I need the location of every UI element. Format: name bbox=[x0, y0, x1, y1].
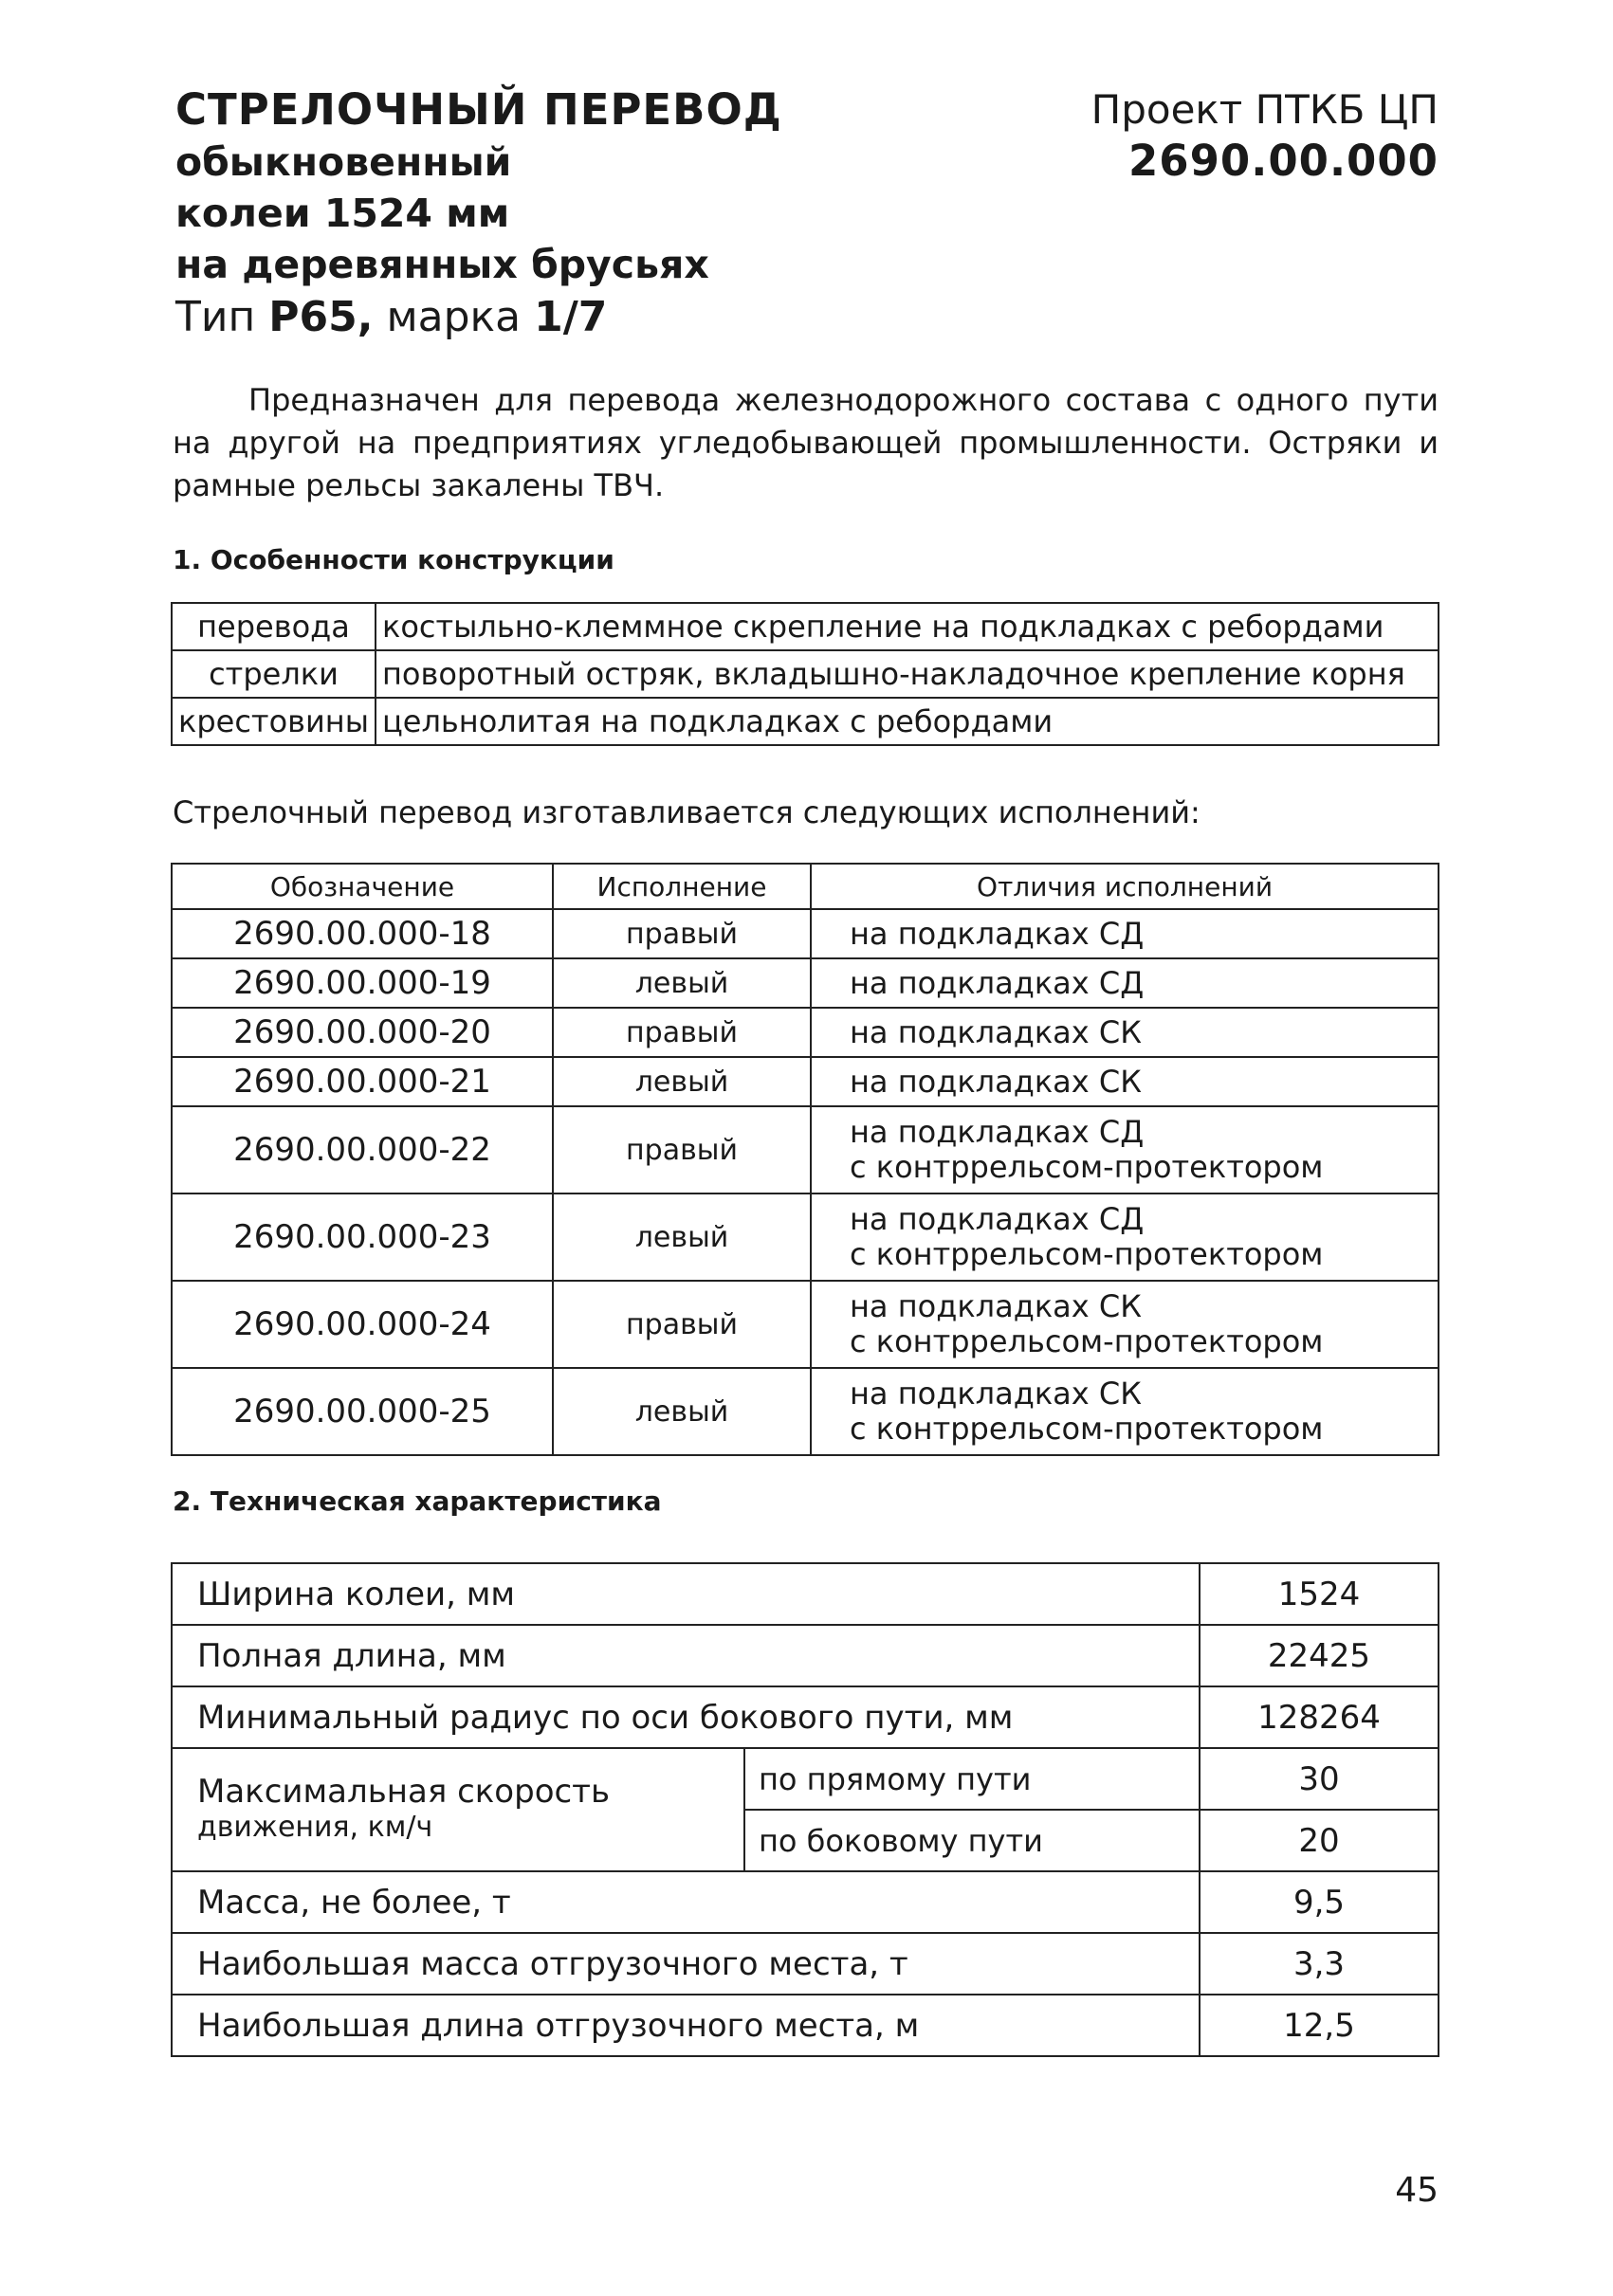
difference-line: с контррельсом-протектором bbox=[850, 1236, 1324, 1272]
table-row bbox=[172, 909, 1439, 958]
spec-value: 22425 bbox=[1200, 1625, 1439, 1686]
difference-line: на подкладках СК bbox=[850, 1013, 1142, 1050]
spec-sublabel: по прямому пути bbox=[744, 1748, 1200, 1810]
variant-difference bbox=[811, 1106, 1439, 1194]
spec-value: 9,5 bbox=[1200, 1871, 1439, 1933]
mark-prefix: марка bbox=[386, 293, 522, 341]
spec-value: 128264 bbox=[1200, 1686, 1439, 1748]
intro-paragraph: Предназначен для перевода железнодорожного состава с одного пути на другой на предприятиях угледобывающей промышленности. Остряки и рамные рельсы закалены ТВЧ. bbox=[173, 382, 1439, 503]
tech-specs-table bbox=[171, 1562, 1439, 2057]
variants-intro: Стрелочный перевод изготавливается следующих исполнений: bbox=[173, 794, 1201, 830]
feature-value: цельнолитая на подкладках с ребордами bbox=[376, 698, 1439, 745]
type-value: Р65, bbox=[268, 293, 374, 341]
table-row bbox=[172, 698, 1439, 745]
document-title bbox=[175, 83, 839, 345]
project-block bbox=[1091, 85, 1439, 188]
table-row bbox=[172, 603, 1439, 650]
variant-difference bbox=[811, 1057, 1439, 1106]
table-row bbox=[172, 1748, 1439, 1810]
table-row bbox=[172, 1368, 1439, 1455]
variant-direction: правый bbox=[553, 909, 811, 958]
feature-value: поворотный остряк, вкладышно-накладочное крепление корня bbox=[376, 650, 1439, 698]
variant-code: 2690.00.000-19 bbox=[172, 958, 553, 1008]
spec-label: Наибольшая длина отгрузочного места, м bbox=[172, 1995, 1200, 2056]
section1-title: 1. Особенности конструкции bbox=[173, 544, 614, 575]
table-row bbox=[172, 1281, 1439, 1368]
project-code: 2690.00.000 bbox=[1128, 136, 1439, 186]
spec-label-speed bbox=[172, 1748, 744, 1871]
table-row bbox=[172, 1933, 1439, 1995]
spec-sublabel: по боковому пути bbox=[744, 1810, 1200, 1871]
difference-line: на подкладках СД bbox=[850, 915, 1145, 952]
title-line-3: колеи 1524 мм bbox=[175, 191, 510, 236]
speed-label-line: движения, км/ч bbox=[197, 1811, 433, 1844]
table-row bbox=[172, 1625, 1439, 1686]
table-row bbox=[172, 1871, 1439, 1933]
spec-value: 30 bbox=[1200, 1748, 1439, 1810]
column-header: Отличия исполнений bbox=[811, 864, 1439, 909]
title-line-1: СТРЕЛОЧНЫЙ ПЕРЕВОД bbox=[175, 84, 782, 135]
spec-value: 20 bbox=[1200, 1810, 1439, 1871]
column-header: Обозначение bbox=[172, 864, 553, 909]
feature-value: костыльно-клеммное скрепление на подкладках с ребордами bbox=[376, 603, 1439, 650]
spec-value: 1524 bbox=[1200, 1563, 1439, 1625]
feature-key: крестовины bbox=[172, 698, 376, 745]
variant-code: 2690.00.000-21 bbox=[172, 1057, 553, 1106]
difference-line: с контррельсом-протектором bbox=[850, 1323, 1324, 1359]
difference-line: на подкладках СД bbox=[850, 1114, 1145, 1150]
variant-code: 2690.00.000-18 bbox=[172, 909, 553, 958]
variant-direction: правый bbox=[553, 1106, 811, 1194]
difference-line: на подкладках СД bbox=[850, 964, 1145, 1001]
variant-direction: левый bbox=[553, 1194, 811, 1281]
table-row bbox=[172, 1995, 1439, 2056]
variant-difference bbox=[811, 909, 1439, 958]
spec-value: 3,3 bbox=[1200, 1933, 1439, 1995]
difference-line: на подкладках СК bbox=[850, 1288, 1142, 1324]
variant-code: 2690.00.000-24 bbox=[172, 1281, 553, 1368]
variant-direction: левый bbox=[553, 1368, 811, 1455]
variant-direction: правый bbox=[553, 1008, 811, 1057]
spec-label: Ширина колеи, мм bbox=[172, 1563, 1200, 1625]
spec-value: 12,5 bbox=[1200, 1995, 1439, 2056]
feature-key: стрелки bbox=[172, 650, 376, 698]
speed-label-line: Максимальная скорость bbox=[197, 1773, 611, 1811]
table-row bbox=[172, 1686, 1439, 1748]
table-row bbox=[172, 1194, 1439, 1281]
variant-code: 2690.00.000-25 bbox=[172, 1368, 553, 1455]
variant-direction: левый bbox=[553, 958, 811, 1008]
spec-label: Наибольшая масса отгрузочного места, т bbox=[172, 1933, 1200, 1995]
variant-code: 2690.00.000-20 bbox=[172, 1008, 553, 1057]
variant-code: 2690.00.000-22 bbox=[172, 1106, 553, 1194]
table-row bbox=[172, 1057, 1439, 1106]
mark-value: 1/7 bbox=[534, 293, 608, 341]
variant-difference bbox=[811, 1368, 1439, 1455]
variant-code: 2690.00.000-23 bbox=[172, 1194, 553, 1281]
table-row bbox=[172, 1008, 1439, 1057]
table-row bbox=[172, 1106, 1439, 1194]
variant-difference bbox=[811, 1008, 1439, 1057]
variants-table bbox=[171, 863, 1439, 1456]
difference-line: с контррельсом-протектором bbox=[850, 1411, 1324, 1447]
table-row bbox=[172, 650, 1439, 698]
difference-line: на подкладках СК bbox=[850, 1376, 1142, 1412]
spec-label: Полная длина, мм bbox=[172, 1625, 1200, 1686]
type-prefix: Тип bbox=[175, 293, 256, 341]
difference-line: с контррельсом-протектором bbox=[850, 1149, 1324, 1185]
section2-title: 2. Техническая характеристика bbox=[173, 1485, 662, 1517]
features-table bbox=[171, 602, 1439, 746]
table-header-row bbox=[172, 864, 1439, 909]
page-number: 45 bbox=[1395, 2171, 1439, 2210]
title-line-4: на деревянных брусьях bbox=[175, 242, 709, 287]
variant-difference bbox=[811, 1194, 1439, 1281]
table-row bbox=[172, 958, 1439, 1008]
difference-line: на подкладках СК bbox=[850, 1063, 1142, 1100]
variant-direction: левый bbox=[553, 1057, 811, 1106]
spec-label: Минимальный радиус по оси бокового пути, мм bbox=[172, 1686, 1200, 1748]
difference-line: на подкладках СД bbox=[850, 1201, 1145, 1237]
title-line-5 bbox=[175, 290, 839, 345]
variant-difference bbox=[811, 958, 1439, 1008]
table-row bbox=[172, 1563, 1439, 1625]
variant-direction: правый bbox=[553, 1281, 811, 1368]
feature-key: перевода bbox=[172, 603, 376, 650]
project-label: Проект ПТКБ ЦП bbox=[1091, 86, 1439, 133]
column-header: Исполнение bbox=[553, 864, 811, 909]
title-line-2: обыкновенный bbox=[175, 139, 512, 185]
spec-label: Масса, не более, т bbox=[172, 1871, 1200, 1933]
variant-difference bbox=[811, 1281, 1439, 1368]
